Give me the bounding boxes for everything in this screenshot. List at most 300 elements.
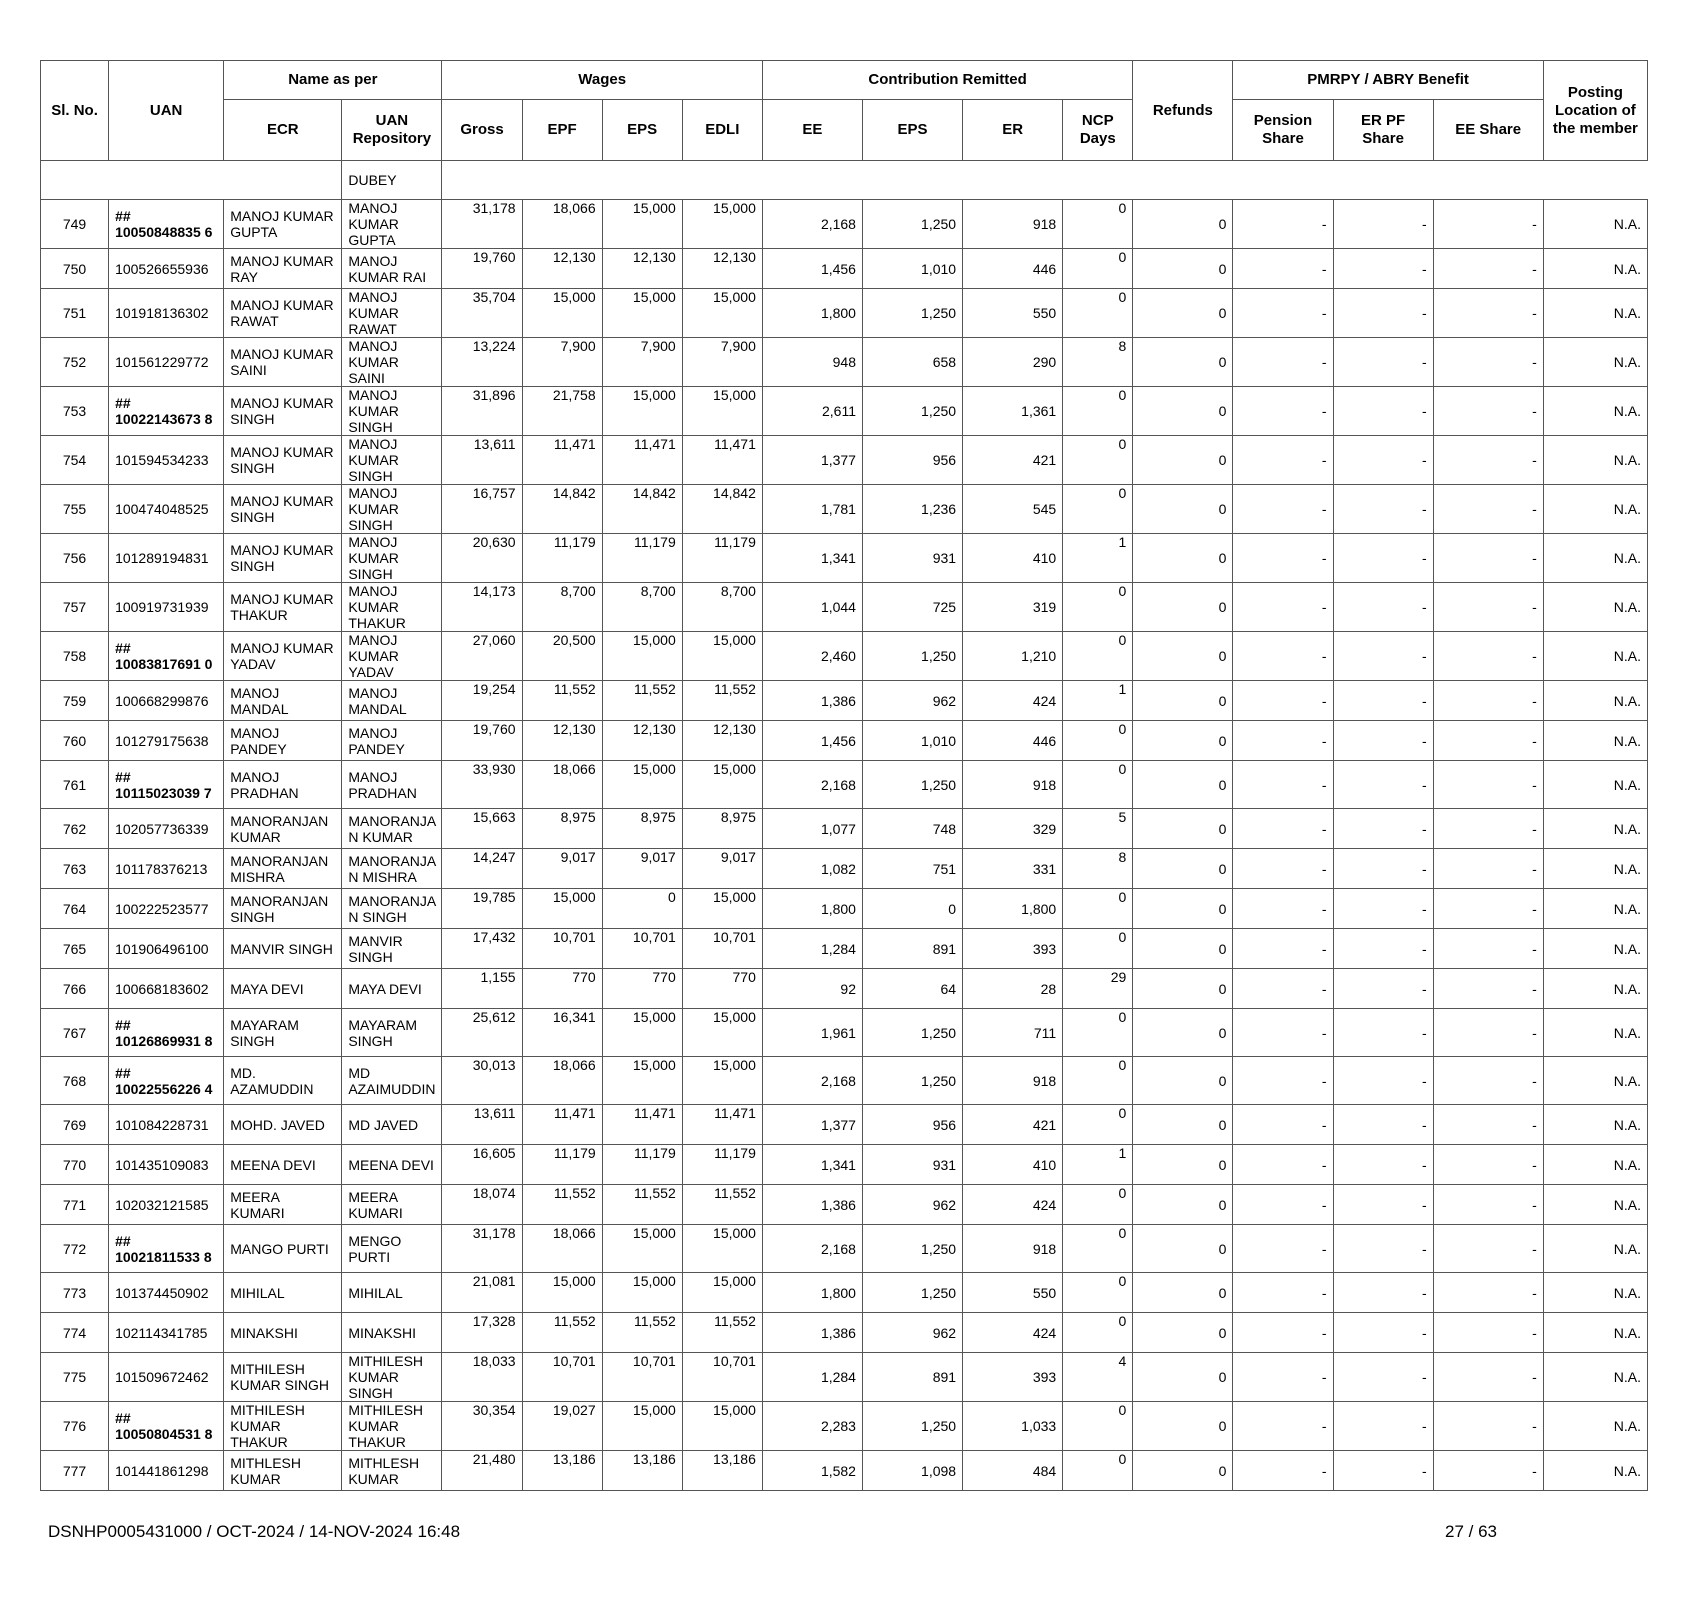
uan-cell: 100668299876 bbox=[109, 681, 224, 721]
ee-share-cell: - bbox=[1433, 436, 1543, 485]
pension-share-cell: - bbox=[1233, 338, 1333, 387]
refunds-cell: 0 bbox=[1133, 249, 1233, 289]
refunds-cell: 0 bbox=[1133, 1105, 1233, 1145]
ncp-days-cell: 1 bbox=[1063, 681, 1133, 721]
uan-repository-name-cell: MITHILESH KUMAR SINGH bbox=[342, 1353, 442, 1402]
uan-cell: 102032121585 bbox=[109, 1185, 224, 1225]
eps-wages-cell: 7,900 bbox=[602, 338, 682, 387]
ecr-name-cell: MANOJ KUMAR THAKUR bbox=[224, 583, 342, 632]
refunds-cell: 0 bbox=[1133, 1402, 1233, 1451]
uan-cell: ## 10021811533 8 bbox=[109, 1225, 224, 1273]
refunds-cell: 0 bbox=[1133, 929, 1233, 969]
col-refunds: Refunds bbox=[1133, 61, 1233, 161]
edli-cell: 11,552 bbox=[682, 681, 762, 721]
ee-cell: 1,386 bbox=[762, 1185, 862, 1225]
epf-cell: 8,700 bbox=[522, 583, 602, 632]
uan-repository-name-cell: MANOJ KUMAR RAI bbox=[342, 249, 442, 289]
er-pf-share-cell: - bbox=[1333, 1185, 1433, 1225]
table-row bbox=[41, 534, 1648, 583]
uan-repository-name-cell: MANOJ KUMAR SINGH bbox=[342, 387, 442, 436]
eps-wages-cell: 12,130 bbox=[602, 249, 682, 289]
eps-wages-cell: 8,975 bbox=[602, 809, 682, 849]
ee-cell: 2,168 bbox=[762, 1225, 862, 1273]
posting-location-cell: N.A. bbox=[1543, 969, 1647, 1009]
ee-share-cell: - bbox=[1433, 583, 1543, 632]
refunds-cell: 0 bbox=[1133, 1313, 1233, 1353]
gross-cell: 14,173 bbox=[442, 583, 522, 632]
refunds-cell: 0 bbox=[1133, 583, 1233, 632]
posting-location-cell: N.A. bbox=[1543, 534, 1647, 583]
eps-contribution-cell: 751 bbox=[862, 849, 962, 889]
ee-cell: 2,168 bbox=[762, 200, 862, 249]
ecr-name-cell: MITHILESH KUMAR THAKUR bbox=[224, 1402, 342, 1451]
table-row bbox=[41, 681, 1648, 721]
table-header bbox=[41, 61, 1648, 161]
epf-cell: 14,842 bbox=[522, 485, 602, 534]
empty-cell bbox=[224, 161, 342, 200]
ncp-days-cell: 0 bbox=[1063, 1009, 1133, 1057]
ecr-name-cell: MITHILESH KUMAR SINGH bbox=[224, 1353, 342, 1402]
edli-cell: 15,000 bbox=[682, 1402, 762, 1451]
ecr-name-cell: MANORANJAN KUMAR bbox=[224, 809, 342, 849]
gross-cell: 30,013 bbox=[442, 1057, 522, 1105]
ee-share-cell: - bbox=[1433, 1353, 1543, 1402]
pension-share-cell: - bbox=[1233, 889, 1333, 929]
col-er: ER bbox=[963, 100, 1063, 161]
eps-contribution-cell: 1,250 bbox=[862, 289, 962, 338]
eps-contribution-cell: 1,010 bbox=[862, 721, 962, 761]
ee-share-cell: - bbox=[1433, 1313, 1543, 1353]
gross-cell: 13,611 bbox=[442, 1105, 522, 1145]
ee-cell: 1,341 bbox=[762, 534, 862, 583]
er-pf-share-cell: - bbox=[1333, 534, 1433, 583]
posting-location-cell: N.A. bbox=[1543, 1225, 1647, 1273]
eps-contribution-cell: 658 bbox=[862, 338, 962, 387]
edli-cell: 11,179 bbox=[682, 534, 762, 583]
eps-wages-cell: 11,471 bbox=[602, 1105, 682, 1145]
sl-no-cell: 763 bbox=[41, 849, 109, 889]
epf-cell: 11,179 bbox=[522, 534, 602, 583]
ecr-name-cell: MANORANJAN SINGH bbox=[224, 889, 342, 929]
eps-wages-cell: 11,552 bbox=[602, 1313, 682, 1353]
uan-cell: ## 10083817691 0 bbox=[109, 632, 224, 681]
epf-cell: 15,000 bbox=[522, 289, 602, 338]
er-pf-share-cell: - bbox=[1333, 889, 1433, 929]
gross-cell: 19,760 bbox=[442, 249, 522, 289]
ee-cell: 1,284 bbox=[762, 929, 862, 969]
uan-cell: 100919731939 bbox=[109, 583, 224, 632]
eps-wages-cell: 8,700 bbox=[602, 583, 682, 632]
ncp-days-cell: 0 bbox=[1063, 761, 1133, 809]
ncp-days-cell: 4 bbox=[1063, 1353, 1133, 1402]
ncp-days-cell: 0 bbox=[1063, 1185, 1133, 1225]
er-cell: 918 bbox=[963, 761, 1063, 809]
er-pf-share-cell: - bbox=[1333, 761, 1433, 809]
ee-share-cell: - bbox=[1433, 929, 1543, 969]
uan-repository-name-cell: MANVIR SINGH bbox=[342, 929, 442, 969]
gross-cell: 17,432 bbox=[442, 929, 522, 969]
eps-wages-cell: 9,017 bbox=[602, 849, 682, 889]
posting-location-cell: N.A. bbox=[1543, 1313, 1647, 1353]
epf-cell: 21,758 bbox=[522, 387, 602, 436]
ee-cell: 1,961 bbox=[762, 1009, 862, 1057]
ncp-days-cell: 0 bbox=[1063, 1402, 1133, 1451]
col-ee-share: EE Share bbox=[1433, 100, 1543, 161]
edli-cell: 15,000 bbox=[682, 761, 762, 809]
uan-cell: 101289194831 bbox=[109, 534, 224, 583]
ee-share-cell: - bbox=[1433, 849, 1543, 889]
ee-share-cell: - bbox=[1433, 809, 1543, 849]
table-row bbox=[41, 969, 1648, 1009]
posting-location-cell: N.A. bbox=[1543, 1145, 1647, 1185]
eps-contribution-cell: 1,250 bbox=[862, 1402, 962, 1451]
uan-repository-name-cell: MANOJ KUMAR SINGH bbox=[342, 436, 442, 485]
er-cell: 918 bbox=[963, 200, 1063, 249]
ee-cell: 1,377 bbox=[762, 436, 862, 485]
ee-share-cell: - bbox=[1433, 1105, 1543, 1145]
gross-cell: 13,224 bbox=[442, 338, 522, 387]
uan-repository-name-cell: MANOJ KUMAR GUPTA bbox=[342, 200, 442, 249]
sl-no-cell: 770 bbox=[41, 1145, 109, 1185]
uan-cell: ## 10022143673 8 bbox=[109, 387, 224, 436]
ncp-days-cell: 8 bbox=[1063, 338, 1133, 387]
uan-cell: 100222523577 bbox=[109, 889, 224, 929]
ncp-days-cell: 0 bbox=[1063, 1105, 1133, 1145]
er-cell: 711 bbox=[963, 1009, 1063, 1057]
posting-location-cell: N.A. bbox=[1543, 1451, 1647, 1491]
er-pf-share-cell: - bbox=[1333, 1313, 1433, 1353]
pension-share-cell: - bbox=[1233, 1145, 1333, 1185]
edli-cell: 15,000 bbox=[682, 387, 762, 436]
refunds-cell: 0 bbox=[1133, 761, 1233, 809]
gross-cell: 31,896 bbox=[442, 387, 522, 436]
uan-repository-name-cell: MAYARAM SINGH bbox=[342, 1009, 442, 1057]
posting-location-cell: N.A. bbox=[1543, 387, 1647, 436]
er-pf-share-cell: - bbox=[1333, 1057, 1433, 1105]
uan-repository-name-cell: MEENA DEVI bbox=[342, 1145, 442, 1185]
uan-cell: 101918136302 bbox=[109, 289, 224, 338]
page-number: 27 / 63 bbox=[1445, 1522, 1497, 1541]
table-row bbox=[41, 200, 1648, 249]
uan-cell: 101441861298 bbox=[109, 1451, 224, 1491]
er-pf-share-cell: - bbox=[1333, 249, 1433, 289]
eps-wages-cell: 15,000 bbox=[602, 632, 682, 681]
edli-cell: 15,000 bbox=[682, 1057, 762, 1105]
ee-share-cell: - bbox=[1433, 721, 1543, 761]
ee-share-cell: - bbox=[1433, 1451, 1543, 1491]
epf-cell: 7,900 bbox=[522, 338, 602, 387]
er-pf-share-cell: - bbox=[1333, 1273, 1433, 1313]
pension-share-cell: - bbox=[1233, 1402, 1333, 1451]
gross-cell: 1,155 bbox=[442, 969, 522, 1009]
eps-contribution-cell: 1,010 bbox=[862, 249, 962, 289]
table-row bbox=[41, 338, 1648, 387]
pension-share-cell: - bbox=[1233, 436, 1333, 485]
uan-repository-name-cell: MANORANJA N MISHRA bbox=[342, 849, 442, 889]
posting-location-cell: N.A. bbox=[1543, 200, 1647, 249]
ee-share-cell: - bbox=[1433, 338, 1543, 387]
ee-cell: 1,386 bbox=[762, 1313, 862, 1353]
refunds-cell: 0 bbox=[1133, 1009, 1233, 1057]
eps-contribution-cell: 962 bbox=[862, 681, 962, 721]
posting-location-cell: N.A. bbox=[1543, 1009, 1647, 1057]
refunds-cell: 0 bbox=[1133, 289, 1233, 338]
ee-share-cell: - bbox=[1433, 1273, 1543, 1313]
pension-share-cell: - bbox=[1233, 1353, 1333, 1402]
ee-cell: 2,460 bbox=[762, 632, 862, 681]
edli-cell: 770 bbox=[682, 969, 762, 1009]
pension-share-cell: - bbox=[1233, 721, 1333, 761]
refunds-cell: 0 bbox=[1133, 338, 1233, 387]
refunds-cell: 0 bbox=[1133, 849, 1233, 889]
uan-cell: 101435109083 bbox=[109, 1145, 224, 1185]
ecr-name-cell: MANOJ PRADHAN bbox=[224, 761, 342, 809]
eps-wages-cell: 14,842 bbox=[602, 485, 682, 534]
col-group-name-as-per: Name as per bbox=[224, 61, 442, 100]
ecr-name-cell: MD. AZAMUDDIN bbox=[224, 1057, 342, 1105]
uan-repository-name-cell: MANORANJA N KUMAR bbox=[342, 809, 442, 849]
sl-no-cell: 775 bbox=[41, 1353, 109, 1402]
edli-cell: 15,000 bbox=[682, 632, 762, 681]
gross-cell: 25,612 bbox=[442, 1009, 522, 1057]
er-cell: 393 bbox=[963, 929, 1063, 969]
gross-cell: 30,354 bbox=[442, 1402, 522, 1451]
table-row bbox=[41, 289, 1648, 338]
eps-wages-cell: 15,000 bbox=[602, 1009, 682, 1057]
er-pf-share-cell: - bbox=[1333, 1009, 1433, 1057]
eps-wages-cell: 11,179 bbox=[602, 1145, 682, 1185]
edli-cell: 13,186 bbox=[682, 1451, 762, 1491]
er-pf-share-cell: - bbox=[1333, 681, 1433, 721]
ecr-name-cell: MITHLESH KUMAR bbox=[224, 1451, 342, 1491]
ncp-days-cell: 0 bbox=[1063, 721, 1133, 761]
col-group-contribution: Contribution Remitted bbox=[762, 61, 1132, 100]
er-cell: 1,033 bbox=[963, 1402, 1063, 1451]
posting-location-cell: N.A. bbox=[1543, 809, 1647, 849]
pension-share-cell: - bbox=[1233, 1313, 1333, 1353]
posting-location-cell: N.A. bbox=[1543, 681, 1647, 721]
gross-cell: 18,033 bbox=[442, 1353, 522, 1402]
eps-contribution-cell: 0 bbox=[862, 889, 962, 929]
ee-cell: 1,284 bbox=[762, 1353, 862, 1402]
epf-cell: 770 bbox=[522, 969, 602, 1009]
table-row bbox=[41, 387, 1648, 436]
col-uan: UAN bbox=[109, 61, 224, 161]
ee-share-cell: - bbox=[1433, 289, 1543, 338]
refunds-cell: 0 bbox=[1133, 200, 1233, 249]
pension-share-cell: - bbox=[1233, 1185, 1333, 1225]
ncp-days-cell: 0 bbox=[1063, 1225, 1133, 1273]
epf-cell: 11,471 bbox=[522, 436, 602, 485]
pension-share-cell: - bbox=[1233, 681, 1333, 721]
col-ecr: ECR bbox=[224, 100, 342, 161]
ee-cell: 1,781 bbox=[762, 485, 862, 534]
eps-contribution-cell: 1,236 bbox=[862, 485, 962, 534]
eps-wages-cell: 11,552 bbox=[602, 681, 682, 721]
er-pf-share-cell: - bbox=[1333, 721, 1433, 761]
pension-share-cell: - bbox=[1233, 809, 1333, 849]
sl-no-cell: 754 bbox=[41, 436, 109, 485]
uan-cell: ## 10050848835 6 bbox=[109, 200, 224, 249]
edli-cell: 12,130 bbox=[682, 721, 762, 761]
ecr-name-cell: MIHILAL bbox=[224, 1273, 342, 1313]
edli-cell: 11,471 bbox=[682, 1105, 762, 1145]
uan-cell: 101509672462 bbox=[109, 1353, 224, 1402]
epf-cell: 16,341 bbox=[522, 1009, 602, 1057]
posting-location-cell: N.A. bbox=[1543, 632, 1647, 681]
col-ee: EE bbox=[762, 100, 862, 161]
ncp-days-cell: 0 bbox=[1063, 1273, 1133, 1313]
er-cell: 393 bbox=[963, 1353, 1063, 1402]
sl-no-cell: 750 bbox=[41, 249, 109, 289]
epf-cell: 11,552 bbox=[522, 1313, 602, 1353]
ncp-days-cell: 5 bbox=[1063, 809, 1133, 849]
gross-cell: 19,254 bbox=[442, 681, 522, 721]
er-pf-share-cell: - bbox=[1333, 1451, 1433, 1491]
epf-cell: 11,471 bbox=[522, 1105, 602, 1145]
ee-share-cell: - bbox=[1433, 249, 1543, 289]
sl-no-cell: 755 bbox=[41, 485, 109, 534]
er-cell: 918 bbox=[963, 1057, 1063, 1105]
epf-cell: 18,066 bbox=[522, 1225, 602, 1273]
ee-share-cell: - bbox=[1433, 889, 1543, 929]
eps-wages-cell: 0 bbox=[602, 889, 682, 929]
sl-no-cell: 751 bbox=[41, 289, 109, 338]
pension-share-cell: - bbox=[1233, 1057, 1333, 1105]
sl-no-cell: 769 bbox=[41, 1105, 109, 1145]
table-row bbox=[41, 1105, 1648, 1145]
refunds-cell: 0 bbox=[1133, 1145, 1233, 1185]
er-pf-share-cell: - bbox=[1333, 809, 1433, 849]
eps-wages-cell: 15,000 bbox=[602, 387, 682, 436]
uan-cell: 101906496100 bbox=[109, 929, 224, 969]
table-row bbox=[41, 1353, 1648, 1402]
col-edli: EDLI bbox=[682, 100, 762, 161]
gross-cell: 15,663 bbox=[442, 809, 522, 849]
eps-contribution-cell: 64 bbox=[862, 969, 962, 1009]
ee-cell: 1,800 bbox=[762, 289, 862, 338]
ee-share-cell: - bbox=[1433, 1145, 1543, 1185]
eps-wages-cell: 12,130 bbox=[602, 721, 682, 761]
posting-location-cell: N.A. bbox=[1543, 1353, 1647, 1402]
uan-cell: 102114341785 bbox=[109, 1313, 224, 1353]
sl-no-cell: 752 bbox=[41, 338, 109, 387]
epf-cell: 20,500 bbox=[522, 632, 602, 681]
uan-cell: 101084228731 bbox=[109, 1105, 224, 1145]
uan-cell: ## 10050804531 8 bbox=[109, 1402, 224, 1451]
edli-cell: 11,471 bbox=[682, 436, 762, 485]
er-cell: 410 bbox=[963, 534, 1063, 583]
gross-cell: 21,081 bbox=[442, 1273, 522, 1313]
gross-cell: 20,630 bbox=[442, 534, 522, 583]
uan-repository-name-cell: MANOJ KUMAR SINGH bbox=[342, 534, 442, 583]
ecr-name-cell: MANOJ KUMAR SINGH bbox=[224, 436, 342, 485]
refunds-cell: 0 bbox=[1133, 809, 1233, 849]
ee-cell: 1,582 bbox=[762, 1451, 862, 1491]
edli-cell: 15,000 bbox=[682, 200, 762, 249]
edli-cell: 8,975 bbox=[682, 809, 762, 849]
sl-no-cell: 757 bbox=[41, 583, 109, 632]
table-row bbox=[41, 1273, 1648, 1313]
refunds-cell: 0 bbox=[1133, 485, 1233, 534]
pension-share-cell: - bbox=[1233, 849, 1333, 889]
sl-no-cell: 773 bbox=[41, 1273, 109, 1313]
sl-no-cell: 759 bbox=[41, 681, 109, 721]
pension-share-cell: - bbox=[1233, 1105, 1333, 1145]
eps-wages-cell: 10,701 bbox=[602, 929, 682, 969]
ee-cell: 1,341 bbox=[762, 1145, 862, 1185]
eps-contribution-cell: 748 bbox=[862, 809, 962, 849]
edli-cell: 14,842 bbox=[682, 485, 762, 534]
eps-contribution-cell: 1,250 bbox=[862, 200, 962, 249]
posting-location-cell: N.A. bbox=[1543, 338, 1647, 387]
epf-cell: 10,701 bbox=[522, 1353, 602, 1402]
eps-contribution-cell: 1,250 bbox=[862, 1225, 962, 1273]
eps-contribution-cell: 1,250 bbox=[862, 1273, 962, 1313]
eps-wages-cell: 15,000 bbox=[602, 761, 682, 809]
uan-repository-name-cell: MITHILESH KUMAR THAKUR bbox=[342, 1402, 442, 1451]
er-cell: 446 bbox=[963, 249, 1063, 289]
pension-share-cell: - bbox=[1233, 249, 1333, 289]
col-er-pf-share: ER PF Share bbox=[1333, 100, 1433, 161]
uan-repository-name-cell: MANOJ KUMAR SINGH bbox=[342, 485, 442, 534]
uan-cell: 102057736339 bbox=[109, 809, 224, 849]
sl-no-cell: 762 bbox=[41, 809, 109, 849]
posting-location-cell: N.A. bbox=[1543, 761, 1647, 809]
eps-wages-cell: 15,000 bbox=[602, 1225, 682, 1273]
er-cell: 1,210 bbox=[963, 632, 1063, 681]
epf-cell: 8,975 bbox=[522, 809, 602, 849]
eps-wages-cell: 15,000 bbox=[602, 1273, 682, 1313]
pension-share-cell: - bbox=[1233, 289, 1333, 338]
er-pf-share-cell: - bbox=[1333, 929, 1433, 969]
er-pf-share-cell: - bbox=[1333, 632, 1433, 681]
ee-share-cell: - bbox=[1433, 534, 1543, 583]
table-row bbox=[41, 1009, 1648, 1057]
eps-wages-cell: 10,701 bbox=[602, 1353, 682, 1402]
posting-location-cell: N.A. bbox=[1543, 1402, 1647, 1451]
eps-wages-cell: 15,000 bbox=[602, 289, 682, 338]
col-group-wages: Wages bbox=[442, 61, 762, 100]
er-cell: 319 bbox=[963, 583, 1063, 632]
pension-share-cell: - bbox=[1233, 583, 1333, 632]
eps-wages-cell: 15,000 bbox=[602, 1057, 682, 1105]
table-row bbox=[41, 761, 1648, 809]
refunds-cell: 0 bbox=[1133, 1273, 1233, 1313]
er-pf-share-cell: - bbox=[1333, 1145, 1433, 1185]
edli-cell: 15,000 bbox=[682, 1273, 762, 1313]
er-pf-share-cell: - bbox=[1333, 338, 1433, 387]
ecr-name-cell: MEENA DEVI bbox=[224, 1145, 342, 1185]
sl-no-cell: 768 bbox=[41, 1057, 109, 1105]
table-row bbox=[41, 249, 1648, 289]
posting-location-cell: N.A. bbox=[1543, 1057, 1647, 1105]
ee-share-cell: - bbox=[1433, 1402, 1543, 1451]
col-posting-location: Posting Location of the member bbox=[1543, 61, 1647, 161]
edli-cell: 9,017 bbox=[682, 849, 762, 889]
ee-cell: 2,283 bbox=[762, 1402, 862, 1451]
epf-cell: 13,186 bbox=[522, 1451, 602, 1491]
sl-no-cell: 771 bbox=[41, 1185, 109, 1225]
posting-location-cell: N.A. bbox=[1543, 289, 1647, 338]
epf-cell: 18,066 bbox=[522, 1057, 602, 1105]
ecr-name-cell: MAYA DEVI bbox=[224, 969, 342, 1009]
pension-share-cell: - bbox=[1233, 387, 1333, 436]
pension-share-cell: - bbox=[1233, 200, 1333, 249]
ecr-name-cell: MANOJ PANDEY bbox=[224, 721, 342, 761]
epf-cell: 11,552 bbox=[522, 681, 602, 721]
refunds-cell: 0 bbox=[1133, 436, 1233, 485]
